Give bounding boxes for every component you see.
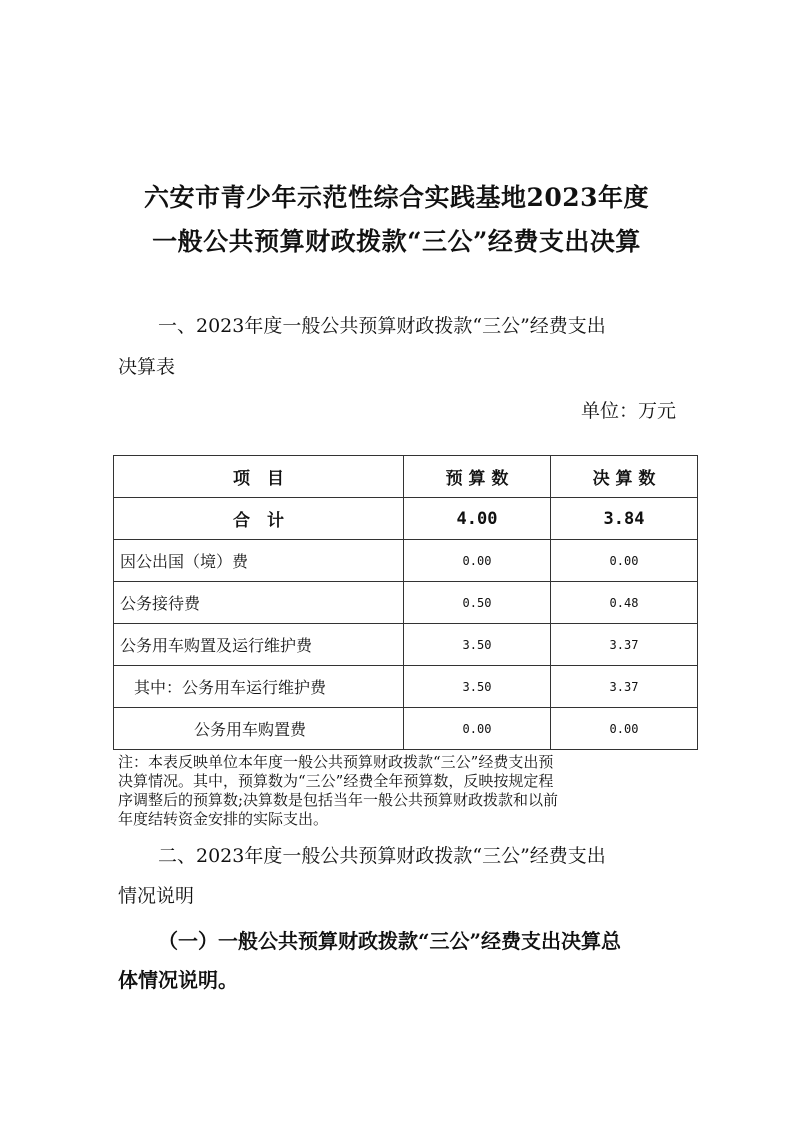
header-actual: 决 算 数 (551, 456, 698, 498)
note-line: 决算情况。其中，预算数为“三公”经费全年预算数，反映按规定程 (118, 772, 554, 790)
row-label: 公务用车购置及运行维护费 (114, 624, 404, 666)
section2-heading-line1: 二、2023年度一般公共预算财政拨款“三公”经费支出 (158, 845, 606, 867)
table-row (114, 666, 698, 708)
table-row (114, 540, 698, 582)
section2-heading-line2: 情况说明 (118, 885, 195, 907)
table-row (114, 582, 698, 624)
subsection1-heading-line1: （一）一般公共预算财政拨款“三公”经费支出决算总 (158, 929, 622, 953)
row-label: 其中：公务用车运行维护费 (114, 666, 404, 708)
row-actual: 3.37 (551, 624, 698, 666)
header-item: 项 目 (114, 456, 404, 498)
table-row (114, 708, 698, 750)
row-budget: 0.50 (404, 582, 551, 624)
table-row (114, 624, 698, 666)
table-total-row (114, 498, 698, 540)
note-line: 注：本表反映单位本年度一般公共预算财政拨款“三公”经费支出预 (118, 753, 554, 771)
three-public-expenses-table (113, 455, 698, 750)
note-line: 序调整后的预算数;决算数是包括当年一般公共预算财政拨款和以前 (118, 791, 559, 809)
row-label: 因公出国（境）费 (114, 540, 404, 582)
document-title-line2: 一般公共预算财政拨款“三公”经费支出决算 (152, 227, 641, 256)
row-actual: 0.48 (551, 582, 698, 624)
row-budget: 3.50 (404, 666, 551, 708)
row-label: 公务用车购置费 (114, 708, 404, 750)
header-budget: 预 算 数 (404, 456, 551, 498)
row-budget: 3.50 (404, 624, 551, 666)
row-budget: 0.00 (404, 540, 551, 582)
total-actual: 3.84 (551, 498, 698, 540)
section1-heading-line2: 决算表 (118, 356, 176, 378)
row-budget: 0.00 (404, 708, 551, 750)
table-note (118, 753, 683, 829)
unit-label: 单位：万元 (580, 400, 676, 422)
table-header-row (114, 456, 698, 498)
row-label: 公务接待费 (114, 582, 404, 624)
row-actual: 3.37 (551, 666, 698, 708)
row-actual: 0.00 (551, 540, 698, 582)
note-line: 年度结转资金安排的实际支出。 (118, 810, 329, 828)
document-title-line1: 六安市青少年示范性综合实践基地2023年度 (143, 183, 650, 212)
subsection1-heading-line2: 体情况说明。 (118, 968, 238, 992)
total-budget: 4.00 (404, 498, 551, 540)
section1-heading-line1: 一、2023年度一般公共预算财政拨款“三公”经费支出 (158, 315, 606, 337)
row-actual: 0.00 (551, 708, 698, 750)
total-label: 合 计 (114, 498, 404, 540)
